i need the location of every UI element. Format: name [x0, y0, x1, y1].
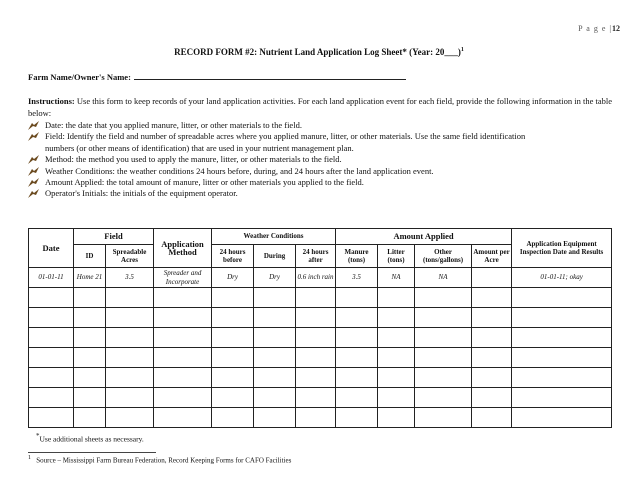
empty-cell[interactable]: [212, 408, 254, 428]
empty-cell[interactable]: [254, 348, 296, 368]
list-item: [28, 188, 613, 199]
bullet-text: the total amount of manure, litter or other materials you applied to the field.: [106, 177, 364, 188]
source-footnote: [28, 455, 291, 464]
empty-cell[interactable]: [212, 328, 254, 348]
page-number: [578, 24, 620, 33]
cell-after[interactable]: 0.6 inch rain: [296, 268, 336, 288]
empty-cell[interactable]: [415, 408, 472, 428]
page-number-value: 12: [612, 24, 620, 33]
empty-cell[interactable]: [212, 288, 254, 308]
cell-inspection[interactable]: 01-01-11; okay: [512, 268, 612, 288]
empty-cell[interactable]: [512, 408, 612, 428]
header-field: Field: [74, 229, 154, 245]
bullet-term: Date:: [45, 120, 64, 130]
empty-cell[interactable]: [296, 308, 336, 328]
empty-cell[interactable]: [336, 308, 378, 328]
table-row: [29, 368, 612, 388]
empty-cell[interactable]: [74, 328, 106, 348]
empty-cell[interactable]: [472, 348, 512, 368]
table-row: [29, 388, 612, 408]
cell-other[interactable]: NA: [415, 268, 472, 288]
table-row: [29, 348, 612, 368]
empty-cell[interactable]: [472, 368, 512, 388]
list-item: [28, 177, 613, 188]
empty-cell[interactable]: [415, 348, 472, 368]
list-item: [28, 120, 613, 131]
empty-cell[interactable]: [29, 328, 74, 348]
header-field-acres: Spreadable Acres: [106, 245, 154, 268]
cell-manure[interactable]: 3.5: [336, 268, 378, 288]
bullet-term: Amount Applied:: [45, 177, 105, 188]
table-row: [29, 328, 612, 348]
empty-cell[interactable]: [74, 348, 106, 368]
empty-cell[interactable]: [106, 308, 154, 328]
empty-cell[interactable]: [378, 308, 415, 328]
cell-method[interactable]: Spreader and Incorporate: [154, 268, 212, 288]
empty-cell[interactable]: [154, 308, 212, 328]
footnote-divider: [28, 452, 156, 453]
empty-cell[interactable]: [154, 408, 212, 428]
header-method: Application Method: [154, 229, 212, 268]
bullet-text: the initials of the equipment operator.: [110, 188, 238, 199]
empty-cell[interactable]: [74, 308, 106, 328]
header-amount-other: Other (tons/gallons): [415, 245, 472, 268]
bullet-icon: [28, 167, 39, 176]
empty-cell[interactable]: [154, 328, 212, 348]
empty-cell[interactable]: [254, 368, 296, 388]
empty-cell[interactable]: [254, 288, 296, 308]
empty-cell[interactable]: [336, 348, 378, 368]
cell-per-acre[interactable]: [472, 268, 512, 288]
empty-cell[interactable]: [378, 348, 415, 368]
empty-cell[interactable]: [106, 388, 154, 408]
empty-cell[interactable]: [378, 388, 415, 408]
empty-cell[interactable]: [472, 308, 512, 328]
header-amount: Amount Applied: [336, 229, 512, 245]
header-amount-per-acre: Amount per Acre: [472, 245, 512, 268]
bullet-term: Field:: [45, 131, 65, 142]
empty-cell[interactable]: [212, 368, 254, 388]
footnote-number: 1: [28, 455, 31, 461]
empty-cell[interactable]: [154, 288, 212, 308]
empty-cell[interactable]: [154, 348, 212, 368]
bullet-icon: [28, 189, 39, 198]
page-label: P a g e: [578, 24, 607, 33]
farm-name-field: [28, 71, 406, 82]
empty-cell[interactable]: [74, 368, 106, 388]
bullet-icon: [28, 155, 39, 164]
empty-cell[interactable]: [29, 308, 74, 328]
instructions-text: Use this form to keep records of your land application activities. For each land application event for each field, provide the following information in the table below:: [28, 96, 612, 118]
empty-cell[interactable]: [296, 368, 336, 388]
empty-cell[interactable]: [472, 388, 512, 408]
page-separator: |: [609, 24, 612, 33]
empty-cell[interactable]: [336, 328, 378, 348]
form-title-text: RECORD FORM #2: Nutrient Land Application Log Sheet* (Year: 20___): [174, 47, 461, 57]
empty-cell[interactable]: [296, 388, 336, 408]
empty-cell[interactable]: [29, 288, 74, 308]
empty-cell[interactable]: [29, 408, 74, 428]
empty-cell[interactable]: [296, 408, 336, 428]
list-item: [28, 154, 613, 165]
empty-cell[interactable]: [29, 348, 74, 368]
bullet-term: Method:: [45, 154, 74, 165]
cell-before[interactable]: Dry: [212, 268, 254, 288]
application-log-table: [28, 228, 612, 428]
empty-cell[interactable]: [106, 348, 154, 368]
empty-cell[interactable]: [512, 308, 612, 328]
empty-cell[interactable]: [154, 368, 212, 388]
empty-cell[interactable]: [378, 328, 415, 348]
empty-rows: [29, 288, 612, 428]
empty-cell[interactable]: [336, 388, 378, 408]
bullet-icon: [28, 178, 39, 187]
empty-cell[interactable]: [296, 288, 336, 308]
list-item: [28, 131, 613, 154]
empty-cell[interactable]: [254, 408, 296, 428]
empty-cell[interactable]: [106, 408, 154, 428]
additional-sheets-note: [36, 432, 144, 444]
title-footnote-marker: 1: [460, 47, 464, 53]
table-row: [29, 308, 612, 328]
empty-cell[interactable]: [472, 328, 512, 348]
empty-cell[interactable]: [106, 288, 154, 308]
empty-cell[interactable]: [254, 308, 296, 328]
asterisk-marker: *: [36, 432, 40, 440]
header-inspection: Application Equipment Inspection Date and Results: [512, 229, 612, 268]
empty-cell[interactable]: [154, 388, 212, 408]
empty-cell[interactable]: [415, 368, 472, 388]
instruction-list: [28, 120, 613, 200]
bullet-continuation: numbers (or other means of identification) that are used in your nutrient management plan.: [45, 142, 354, 153]
header-date: Date: [29, 229, 74, 268]
empty-cell[interactable]: [296, 348, 336, 368]
list-item: [28, 166, 613, 177]
header-row-1: [29, 229, 612, 245]
empty-cell[interactable]: [336, 408, 378, 428]
farm-name-label: Farm Name/Owner's Name:: [28, 72, 131, 82]
empty-cell[interactable]: [415, 288, 472, 308]
cell-acres[interactable]: 3.5: [106, 268, 154, 288]
bullet-text: Identify the field and number of spreadable acres where you applied manure, litter, or other materials. Use the same field identification: [66, 131, 526, 142]
bullet-icon: [28, 132, 39, 141]
table-row: [29, 288, 612, 308]
bullet-text: the date that you applied manure, litter, or other materials to the field.: [65, 120, 302, 130]
table-row: [29, 408, 612, 428]
empty-cell[interactable]: [74, 288, 106, 308]
cell-field-id[interactable]: Home 21: [74, 268, 106, 288]
empty-cell[interactable]: [512, 288, 612, 308]
empty-cell[interactable]: [336, 288, 378, 308]
empty-cell[interactable]: [74, 408, 106, 428]
header-amount-litter: Litter (tons): [378, 245, 415, 268]
bullet-text: the method you used to apply the manure, litter, or other materials to the field.: [75, 154, 342, 165]
empty-cell[interactable]: [74, 388, 106, 408]
header-weather-during: During: [254, 245, 296, 268]
empty-cell[interactable]: [378, 288, 415, 308]
empty-cell[interactable]: [212, 308, 254, 328]
empty-cell[interactable]: [415, 388, 472, 408]
empty-cell[interactable]: [512, 348, 612, 368]
header-weather: Weather Conditions: [212, 229, 336, 245]
instructions: [28, 96, 613, 119]
cell-date[interactable]: 01-01-11: [29, 268, 74, 288]
additional-sheets-text: Use additional sheets as necessary.: [39, 434, 144, 444]
footnote-source-text: Source – Mississippi Farm Bureau Federation, Record Keeping Forms for CAFO Facilities: [36, 456, 292, 465]
header-field-id: ID: [74, 245, 106, 268]
empty-cell[interactable]: [254, 388, 296, 408]
empty-cell[interactable]: [29, 368, 74, 388]
empty-cell[interactable]: [254, 328, 296, 348]
bullet-term: Operator's Initials:: [45, 188, 109, 199]
empty-cell[interactable]: [512, 388, 612, 408]
cell-litter[interactable]: NA: [378, 268, 415, 288]
empty-cell[interactable]: [212, 388, 254, 408]
empty-cell[interactable]: [472, 288, 512, 308]
header-amount-manure: Manure (tons): [336, 245, 378, 268]
empty-cell[interactable]: [106, 368, 154, 388]
empty-cell[interactable]: [29, 388, 74, 408]
empty-cell[interactable]: [106, 328, 154, 348]
empty-cell[interactable]: [378, 408, 415, 428]
header-weather-after: 24 hours after: [296, 245, 336, 268]
bullet-icon: [28, 121, 39, 130]
instructions-label: Instructions:: [28, 96, 75, 106]
farm-name-blank[interactable]: [134, 71, 406, 80]
empty-cell[interactable]: [512, 368, 612, 388]
header-weather-before: 24 hours before: [212, 245, 254, 268]
empty-cell[interactable]: [472, 408, 512, 428]
empty-cell[interactable]: [415, 328, 472, 348]
empty-cell[interactable]: [415, 308, 472, 328]
bullet-text: the weather conditions 24 hours before, during, and 24 hours after the land application event.: [117, 165, 434, 176]
empty-cell[interactable]: [378, 368, 415, 388]
example-row: [29, 268, 612, 288]
cell-during[interactable]: Dry: [254, 268, 296, 288]
empty-cell[interactable]: [212, 348, 254, 368]
bullet-term: Weather Conditions:: [45, 165, 115, 176]
empty-cell[interactable]: [336, 368, 378, 388]
empty-cell[interactable]: [296, 328, 336, 348]
form-title: [0, 47, 638, 57]
empty-cell[interactable]: [512, 328, 612, 348]
